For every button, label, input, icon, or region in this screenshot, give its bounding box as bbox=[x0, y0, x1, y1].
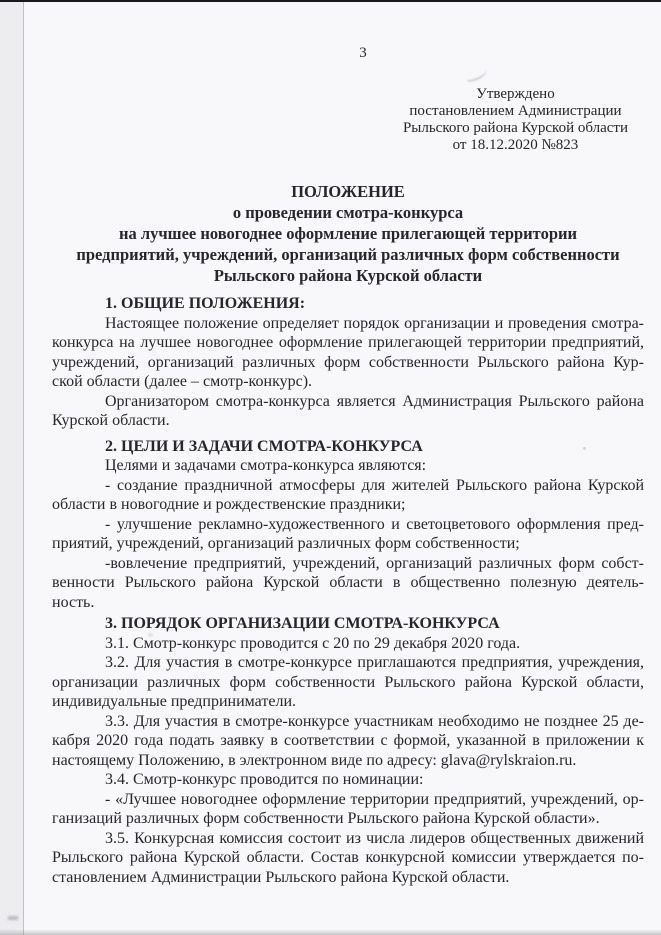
section bbox=[52, 437, 644, 613]
paragraph bbox=[52, 770, 644, 790]
text-line: венности Рыльского района Курской области в общественно полезную деятель- bbox=[52, 574, 644, 591]
text-line: организации различных форм собственности Рыльского района Курской области, bbox=[52, 673, 644, 691]
section-heading: 1. ОБЩИЕ ПОЛОЖЕНИЯ: bbox=[105, 295, 306, 312]
text-line: учреждений, организаций различных форм собственности Рыльского района Кур- bbox=[52, 353, 644, 371]
document-body bbox=[52, 294, 644, 887]
document-title bbox=[52, 181, 644, 286]
approval-line: Утверждено bbox=[476, 86, 555, 102]
title-line: ПОЛОЖЕНИЕ bbox=[291, 182, 405, 201]
text-line: 3.3. Для участия в смотре-конкурсе участникам необходимо не позднее 25 де- bbox=[105, 712, 644, 730]
paragraph bbox=[52, 314, 644, 392]
text-line: 3.1. Смотр-конкурс проводится с 20 по 29 декабря 2020 года. bbox=[105, 634, 521, 652]
paragraph bbox=[52, 634, 644, 654]
text-line: Настоящее положение определяет порядок организации и проведения смотра- bbox=[105, 314, 644, 332]
paragraph bbox=[52, 554, 644, 613]
text-line: приятий, учреждений, организаций различных форм собственности; bbox=[52, 535, 520, 552]
paragraph bbox=[52, 456, 644, 476]
text-line: ность. bbox=[52, 593, 95, 611]
text-line: Курской области. bbox=[52, 412, 170, 429]
scan-speck bbox=[8, 916, 18, 920]
text-line: 3.2. Для участия в смотре-конкурсе приглашаются предприятия, учреждения, bbox=[105, 654, 644, 671]
paragraph bbox=[52, 829, 644, 888]
text-line: Организатором смотра-конкурса является Администрация Рыльского района bbox=[105, 392, 644, 410]
paragraph bbox=[52, 712, 644, 771]
text-line: -вовлечение предприятий, учреждений, организаций различных форм собст- bbox=[105, 554, 644, 572]
paragraph bbox=[52, 392, 644, 431]
text-line: ской области (далее – смотр-конкурс). bbox=[52, 373, 313, 390]
section-heading: 3. ПОРЯДОК ОРГАНИЗАЦИИ СМОТРА-КОНКУРСА bbox=[105, 615, 500, 632]
approval-block bbox=[403, 86, 628, 154]
text-line: настоящему Положению, в электронном виде по адресу: glava@rylskraion.ru. bbox=[52, 751, 577, 769]
paragraph bbox=[52, 476, 644, 515]
text-line: 3.5. Конкурсная комиссия состоит из числа лидеров общественных движений bbox=[105, 829, 644, 847]
text-line: - создание праздничной атмосферы для жителей Рыльского района Курской bbox=[105, 476, 644, 494]
text-line: индивидуальные предприниматели. bbox=[52, 693, 296, 710]
text-line: кабря 2020 года подать заявку в соответствии с формой, указанной в приложении к bbox=[52, 732, 644, 749]
paragraph bbox=[52, 515, 644, 554]
title-line: на лучшее новогоднее оформление прилегающей территории bbox=[118, 224, 578, 243]
section-heading: 2. ЦЕЛИ И ЗАДАЧИ СМОТРА-КОНКУРСА bbox=[105, 437, 423, 455]
paragraph bbox=[52, 790, 644, 829]
text-line: Целями и задачами смотра-конкурса являются: bbox=[105, 457, 427, 474]
text-line: становлением Администрации Рыльского района Курской области. bbox=[52, 868, 510, 886]
section bbox=[52, 294, 644, 431]
section bbox=[52, 614, 644, 887]
title-line: предприятий, учреждений, организаций различных форм собственности bbox=[76, 245, 620, 264]
title-line: о проведении смотра-конкурса bbox=[232, 203, 464, 222]
text-line: ганизаций различных форм собственности Рыльского района Курской области». bbox=[52, 810, 600, 827]
scan-bottom-shadow bbox=[0, 929, 661, 935]
page-number: 3 bbox=[359, 45, 367, 61]
text-line: Рыльского района Курской области. Состав конкурсной комиссии утверждается по- bbox=[52, 849, 644, 866]
paragraph bbox=[52, 653, 644, 712]
approval-line: от 18.12.2020 №823 bbox=[452, 137, 579, 153]
text-line: области в новогодние и рождественские праздники; bbox=[52, 496, 406, 513]
approval-line: постановлением Администрации bbox=[409, 103, 622, 119]
text-line: - «Лучшее новогоднее оформление территории предприятий, учреждений, ор- bbox=[105, 790, 644, 808]
text-line: конкурса на лучшее новогоднее оформление прилегающей территории предприятий, bbox=[52, 334, 644, 351]
title-line: Рыльского района Курской области bbox=[213, 266, 483, 285]
text-line: - улучшение рекламно-художественного и светоцветового оформления пред- bbox=[105, 515, 644, 533]
text-line: 3.4. Смотр-конкурс проводится по номинации: bbox=[105, 771, 424, 788]
approval-line: Рыльского района Курской области bbox=[402, 120, 628, 136]
